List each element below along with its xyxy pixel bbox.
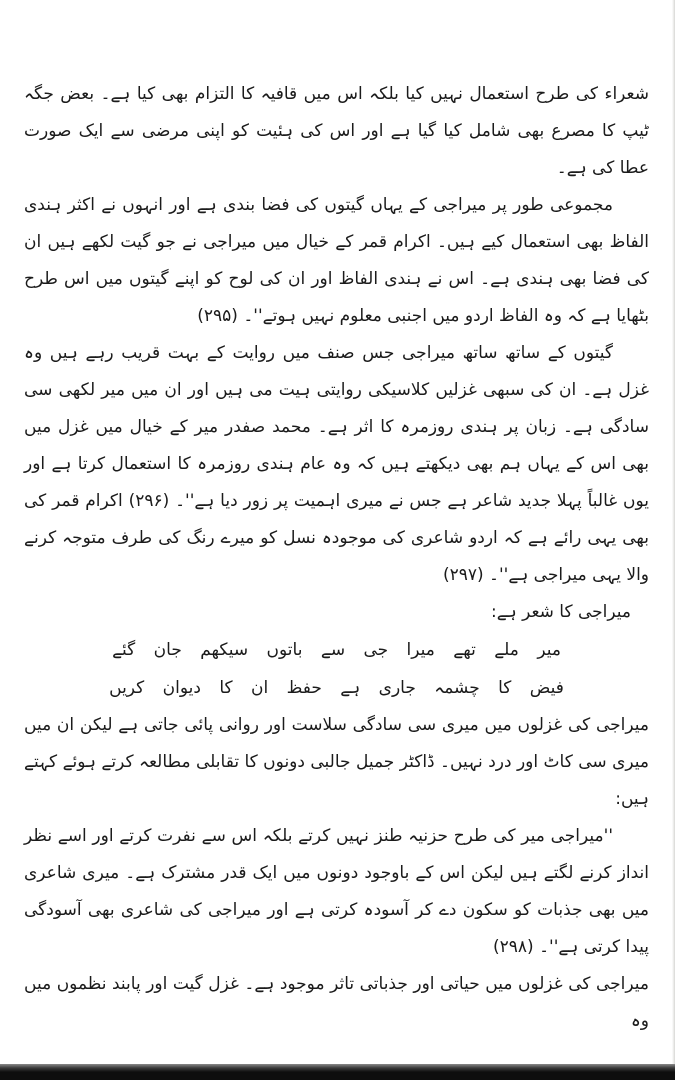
paragraph-continuation: شعراء کی طرح استعمال نہیں کیا بلکہ اس میں قافیہ کا التزام بھی کیا ہے۔ بعض جگہ ٹیپ کا مصرع بھی شامل کیا گیا ہے اور اس کی ہئیت کو اپنی مرضی سے ایک صورت عطا کی ہے۔ — [24, 84, 649, 178]
paragraph-ghazal-sadgi: میراجی کی غزلوں میں میری سی سادگی سلاست اور روانی پائی جاتی ہے لیکن ان میں میری سی کاٹ اور درد نہیں۔ ڈاکٹر جمیل جالبی دونوں کا تقابلی مطالعہ کرتے ہوئے کہتے ہیں: — [24, 715, 649, 809]
couplet-line-1: میر ملے تھے میرا جی سے باتوں سیکھم جان گئے — [112, 640, 561, 660]
paragraph-jalibi-quote: ''میراجی میر کی طرح حزنیہ طنز نہیں کرتے بلکہ اس سے نفرت کرتے اور اسے نظر انداز کرنے لگتے ہیں لیکن اس کے باوجود دونوں میں ایک قدر مشترک ہے۔ میری شاعری میں بھی جذبات کو سکون دے کر آسودہ کرتی ہے اور میراجی کی شاعری بھی آسودگی پیدا کرتی ہے''۔ (۲۹۸) — [24, 826, 649, 957]
paragraph-closing: میراجی کی غزلوں میں حیاتی اور جذباتی تاثر موجود ہے۔ غزل گیت اور پابند نظموں میں وہ — [24, 974, 649, 1031]
couplet-intro: میراجی کا شعر ہے: — [491, 602, 631, 622]
paragraph-ghazal-rawayat: گیتوں کے ساتھ ساتھ میراجی جس صنف میں روایت کے بہت قریب رہے ہیں وہ غزل ہے۔ ان کی سبھی غزلیں کلاسیکی روایتی ہیت می ہیں اور ان میں میر لکھی سی سادگی ہے۔ زبان پر ہندی روزمرہ کا اثر ہے۔ محمد صفدر میر کے خیال میں غزل میں بھی اس کے یہاں ہم بھی دیکھتے ہیں کہ وہ عام ہندی روزمرہ کا استعمال کرتا ہے اور یوں غالباً پہلا جدید شاعر ہے جس نے میری اہمیت پر زور دیا ہے''۔ (۲۹۶) اکرام قمر کی بھی یہی رائے ہے کہ اردو شاعری کی موجودہ نسل کو میرے رنگ کی طرف متوجہ کرنے والا یہی میراجی ہے''۔ (۲۹۷) — [24, 343, 650, 585]
couplet — [24, 631, 649, 707]
couplet-line-2: فیض کا چشمہ جاری ہے حفظ ان کا دیوان کریں — [109, 678, 564, 698]
scan-edge-strip — [0, 1064, 675, 1080]
text-block — [24, 76, 649, 1040]
paragraph-geet-fazabandi: مجموعی طور پر میراجی کے یہاں گیتوں کی فضا بندی ہے اور انہوں نے اکثر ہندی الفاظ بھی استعمال کیے ہیں۔ اکرام قمر کے خیال میں میراجی نے جو گیت لکھے ہیں ان کی فضا بھی ہندی ہے۔ اس نے ہندی الفاظ اور ان کی لوح کو اپنے گیتوں میں اس طرح بٹھایا ہے کہ وہ الفاظ اردو میں اجنبی معلوم نہیں ہوتے''۔ (۲۹۵) — [24, 195, 649, 326]
